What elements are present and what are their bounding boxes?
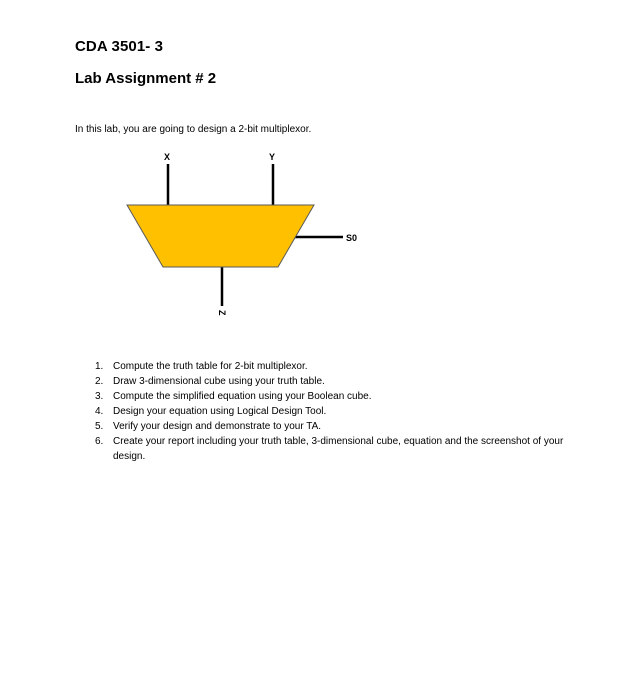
input-x-label: X — [164, 152, 171, 162]
step-number: 6. — [95, 436, 104, 447]
list-item — [90, 389, 583, 404]
step-text: Compute the simplified equation using your Boolean cube. — [113, 391, 372, 402]
lab-title: Lab Assignment # 2 — [75, 70, 217, 87]
step-text: Create your report including your truth table, 3-dimensional cube, equation and the screenshot of your design. — [113, 436, 564, 462]
intro-text: In this lab, you are going to design a 2-bit multiplexor. — [75, 124, 312, 135]
list-item — [90, 419, 583, 434]
step-number: 3. — [95, 391, 104, 402]
mux-body — [127, 205, 314, 267]
step-text: Design your equation using Logical Design Tool. — [113, 406, 327, 417]
output-label: Z — [217, 310, 227, 316]
list-item — [90, 374, 583, 389]
course-code: CDA 3501- 3 — [75, 38, 164, 55]
select-label: S0 — [346, 233, 358, 243]
step-number: 1. — [95, 361, 104, 372]
step-number: 2. — [95, 376, 104, 387]
list-item — [90, 434, 583, 464]
step-text: Compute the truth table for 2-bit multiplexor. — [113, 361, 308, 372]
steps-list — [90, 359, 583, 464]
multiplexor-diagram — [110, 140, 370, 325]
step-text: Draw 3-dimensional cube using your truth table. — [113, 376, 325, 387]
input-y-label: Y — [269, 152, 276, 162]
step-text: Verify your design and demonstrate to your TA. — [113, 421, 322, 432]
step-number: 4. — [95, 406, 104, 417]
list-item — [90, 404, 583, 419]
list-item — [90, 359, 583, 374]
step-number: 5. — [95, 421, 104, 432]
